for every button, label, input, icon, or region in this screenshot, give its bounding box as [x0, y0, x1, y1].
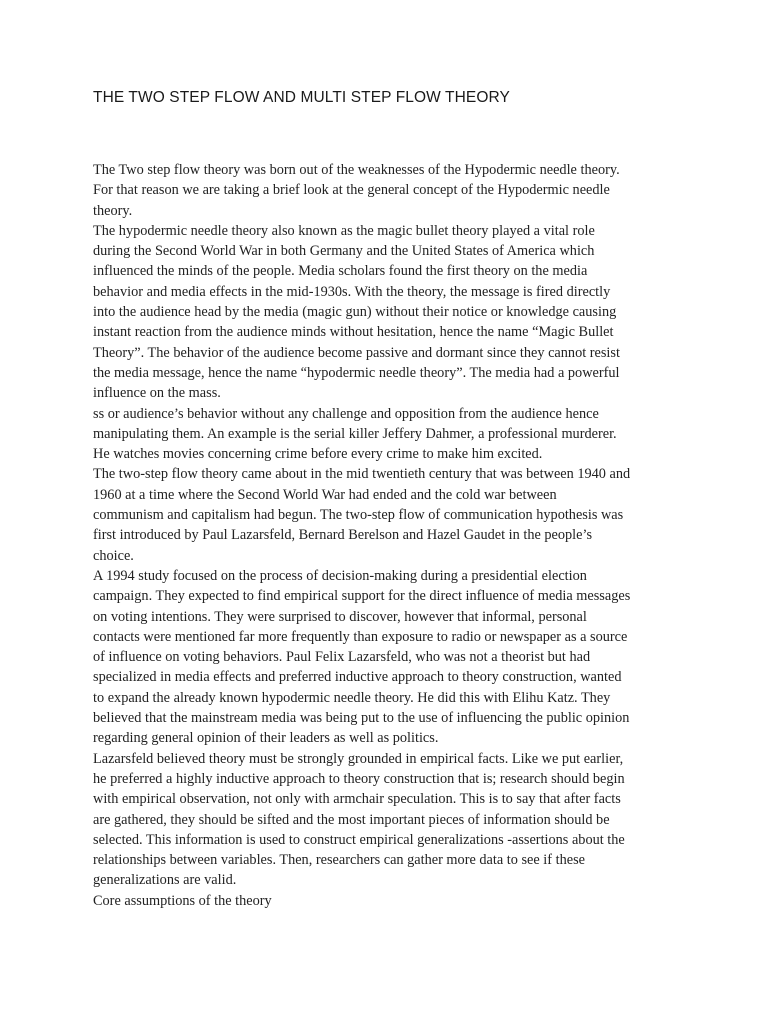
- body-text-line: are gathered, they should be sifted and the most important pieces of information should be: [93, 811, 610, 828]
- body-text-line: to expand the already known hypodermic needle theory. He did this with Elihu Katz. They: [93, 689, 611, 706]
- body-text-line: theory.: [93, 202, 133, 219]
- body-text-line: selected. This information is used to construct empirical generalizations -assertions about the: [93, 831, 625, 848]
- body-text-line: For that reason we are taking a brief look at the general concept of the Hypodermic needle: [93, 182, 610, 199]
- body-text-line: with empirical observation, not only with armchair speculation. This is to say that after facts: [93, 791, 621, 808]
- body-text-line: during the Second World War in both Germany and the United States of America which: [93, 243, 595, 260]
- body-text-line: The hypodermic needle theory also known as the magic bullet theory played a vital role: [93, 222, 595, 239]
- body-text-line: the media message, hence the name “hypodermic needle theory”. The media had a powerful: [93, 364, 620, 381]
- body-text-line: The Two step flow theory was born out of the weaknesses of the Hypodermic needle theory.: [93, 162, 620, 178]
- body-text-line: Lazarsfeld believed theory must be strongly grounded in empirical facts. Like we put earlier,: [93, 750, 624, 767]
- body-text-line: of influence on voting behaviors. Paul Felix Lazarsfeld, who was not a theorist but had: [93, 649, 591, 666]
- body-text-line: on voting intentions. They were surprised to discover, however that informal, personal: [93, 608, 587, 625]
- body-text-line: generalizations are valid.: [93, 872, 237, 889]
- body-text-line: influence on the mass.: [93, 385, 221, 402]
- body-text-line: he preferred a highly inductive approach to theory construction that is; research should begin: [93, 770, 625, 787]
- body-text-line: behavior and media effects in the mid-1930s. With the theory, the message is fired directly: [93, 283, 611, 300]
- body-text-line: choice.: [93, 547, 134, 564]
- body-text-line: 1960 at a time where the Second World War had ended and the cold war between: [93, 486, 557, 503]
- body-text-line: manipulating them. An example is the serial killer Jeffery Dahmer, a professional murderer.: [93, 425, 617, 442]
- body-text-line: He watches movies concerning crime before every crime to make him excited.: [93, 446, 543, 463]
- body-text-line: influenced the minds of the people. Media scholars found the first theory on the media: [93, 263, 588, 280]
- body-text-line: contacts were mentioned far more frequently than exposure to radio or newspaper as a source: [93, 628, 628, 645]
- body-text-line: ss or audience’s behavior without any challenge and opposition from the audience hence: [93, 405, 599, 422]
- document-body: [93, 160, 733, 911]
- body-text-line: instant reaction from the audience minds without hesitation, hence the name “Magic Bullet: [93, 324, 614, 341]
- body-text-line: The two-step flow theory came about in the mid twentieth century that was between 1940 and: [93, 466, 631, 483]
- body-text-line: relationships between variables. Then, researchers can gather more data to see if these: [93, 852, 585, 869]
- body-text-line: specialized in media effects and preferred inductive approach to theory construction, wanted: [93, 669, 622, 686]
- body-text-line: believed that the mainstream media was being put to the use of influencing the public opinion: [93, 710, 630, 727]
- body-text-line: campaign. They expected to find empirical support for the direct influence of media messages: [93, 588, 631, 605]
- body-text-line: Theory”. The behavior of the audience become passive and dormant since they cannot resist: [93, 344, 620, 361]
- body-text-line: regarding general opinion of their leaders as well as politics.: [93, 730, 439, 747]
- body-text-line: A 1994 study focused on the process of decision-making during a presidential election: [93, 567, 587, 584]
- body-text-line: communism and capitalism had begun. The two-step flow of communication hypothesis was: [93, 507, 624, 524]
- body-text-line: Core assumptions of the theory: [93, 892, 272, 909]
- document-title: THE TWO STEP FLOW AND MULTI STEP FLOW THEORY: [93, 89, 510, 106]
- body-text-line: into the audience head by the media (magic gun) without their notice or knowledge causing: [93, 304, 617, 321]
- body-text-line: first introduced by Paul Lazarsfeld, Bernard Berelson and Hazel Gaudet in the people’s: [93, 527, 593, 544]
